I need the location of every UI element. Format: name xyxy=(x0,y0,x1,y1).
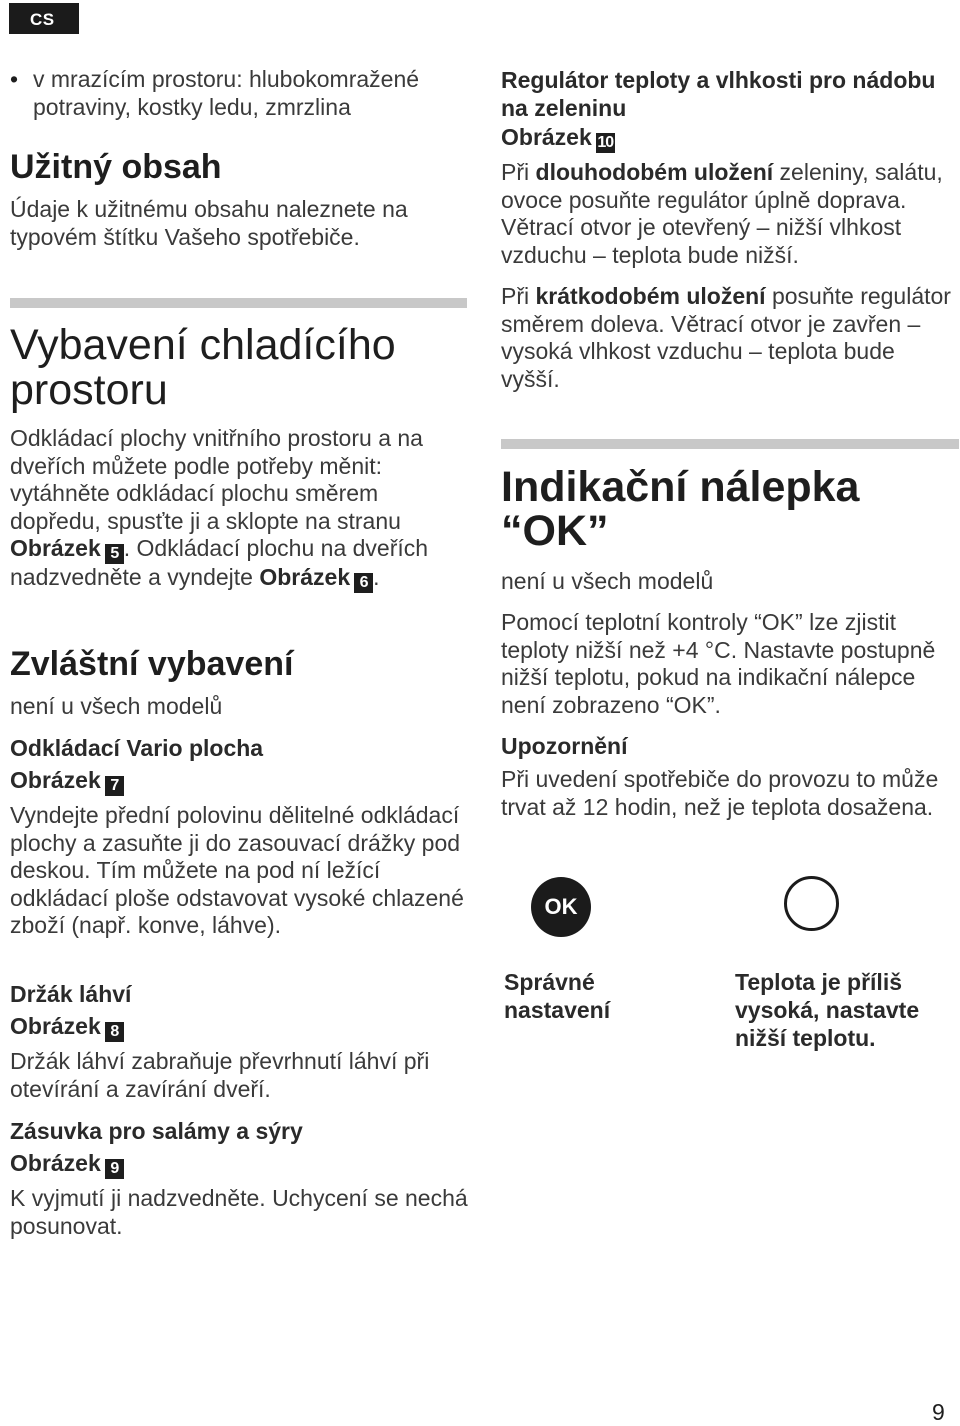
language-tab: CS xyxy=(9,3,79,34)
figure-number-7: 7 xyxy=(105,776,124,796)
short-storage-b: posuňte regulátor směrem doleva. Větrací otvor je zavřen – vysoká vlhkost vzduchu – teplota bude vyšší. xyxy=(501,283,951,392)
section-rule-right xyxy=(501,439,959,449)
special-note: není u všech modelů xyxy=(10,693,223,719)
label-note: není u všech modelů xyxy=(501,568,714,594)
ok-indicator-empty-icon xyxy=(784,876,839,931)
figure-ref-8: Obrázek xyxy=(10,1013,101,1039)
page-number: 9 xyxy=(932,1399,945,1425)
drawer-figure-ref xyxy=(10,1150,470,1179)
ok-indicator-correct-icon: OK xyxy=(531,877,591,937)
usable-text: Údaje k užitnému obsahu naleznete na typovém štítku Vašeho spotřebiče. xyxy=(10,196,408,250)
section-rule xyxy=(10,298,467,308)
figure-ref-7: Obrázek xyxy=(10,767,101,793)
short-storage-bold: krátkodobém uložení xyxy=(535,283,766,309)
figure-ref-10: Obrázek xyxy=(501,124,592,150)
warning-text: Při uvedení spotřebiče do provozu to může trvat až 12 hodin, než je teplota dosažena. xyxy=(501,766,939,820)
label-text: Pomocí teplotní kontroly “OK” lze zjistit teploty nižší než +4 °C. Nastavte postupně nižší teplotu, pokud na indikační nálepce není zobrazeno “OK”. xyxy=(501,609,936,718)
figure-number-10: 10 xyxy=(597,134,614,151)
long-storage-a: Při xyxy=(501,159,530,185)
bottle-figure-ref xyxy=(10,1013,470,1042)
figure-number-9: 9 xyxy=(105,1159,124,1179)
figure-ref-6: Obrázek xyxy=(259,564,351,591)
figure-ref-5: Obrázek xyxy=(10,535,101,562)
equipment-heading: Vybavení chladícího prostoru xyxy=(10,321,396,414)
regulator-heading: Regulátor teploty a vlhkosti pro nádobu na zeleninu xyxy=(501,67,936,121)
equipment-text xyxy=(10,425,470,593)
vario-heading: Odkládací Vario plocha xyxy=(10,735,264,761)
figure-number-5: 5 xyxy=(105,544,124,564)
equipment-text-a: Odkládací plochy vnitřního prostoru a na dveřích můžete podle potřeby měnit: vytáhněte odkládací plochu směrem dopředu, spusťte ji a sklopte na stranu xyxy=(10,425,423,534)
caption-correct: Správné nastavení xyxy=(504,969,611,1023)
long-storage-bold: dlouhodobém uložení xyxy=(535,159,774,185)
label-heading: Indikační nálepka “OK” xyxy=(501,463,860,555)
bullet-icon: • xyxy=(10,66,19,92)
special-heading: Zvláštní vybavení xyxy=(10,645,294,683)
figure-number-6: 6 xyxy=(354,573,373,593)
vario-figure-ref xyxy=(10,767,470,796)
short-storage-a: Při xyxy=(501,283,530,309)
bullet-freezer xyxy=(10,66,470,121)
usable-heading: Užitný obsah xyxy=(10,148,222,186)
bullet-text: v mrazícím prostoru: hlubokomražené potraviny, kostky ledu, zmrzlina xyxy=(33,66,420,120)
equipment-text-b: . Odkládací plochu na dveřích nadzvedněte a vyndejte xyxy=(10,535,429,591)
drawer-text: K vyjmutí ji nadzvedněte. Uchycení se nechá posunovat. xyxy=(10,1185,468,1239)
long-storage-b: zeleniny, salátu, ovoce posuňte regulátor úplně doprava. Větrací otvor je otevřený – nižší vlhkost vzduchu – teplota bude nižší. xyxy=(501,159,943,268)
warning-heading: Upozornění xyxy=(501,733,628,759)
regulator-figure-ref xyxy=(501,124,959,153)
bottle-heading: Držák láhví xyxy=(10,981,132,1007)
short-storage-text xyxy=(501,283,959,393)
vario-text: Vyndejte přední polovinu dělitelné odkládací plochy a zasuňte ji do zasouvací drážky pod deskou. Tím můžete na pod ní ležící odkládací ploše odstavovat vysoké chlazené zboží (např. konve, láhve). xyxy=(10,802,464,939)
equipment-text-c: . xyxy=(373,564,380,591)
figure-ref-9: Obrázek xyxy=(10,1150,101,1176)
drawer-heading: Zásuvka pro salámy a sýry xyxy=(10,1118,303,1144)
bottle-text: Držák láhví zabraňuje převrhnutí láhví při otevírání a zavírání dveří. xyxy=(10,1048,430,1102)
caption-too-high: Teplota je příliš vysoká, nastavte nižší teplotu. xyxy=(735,969,920,1051)
figure-number-8: 8 xyxy=(105,1022,124,1042)
long-storage-text xyxy=(501,159,959,269)
